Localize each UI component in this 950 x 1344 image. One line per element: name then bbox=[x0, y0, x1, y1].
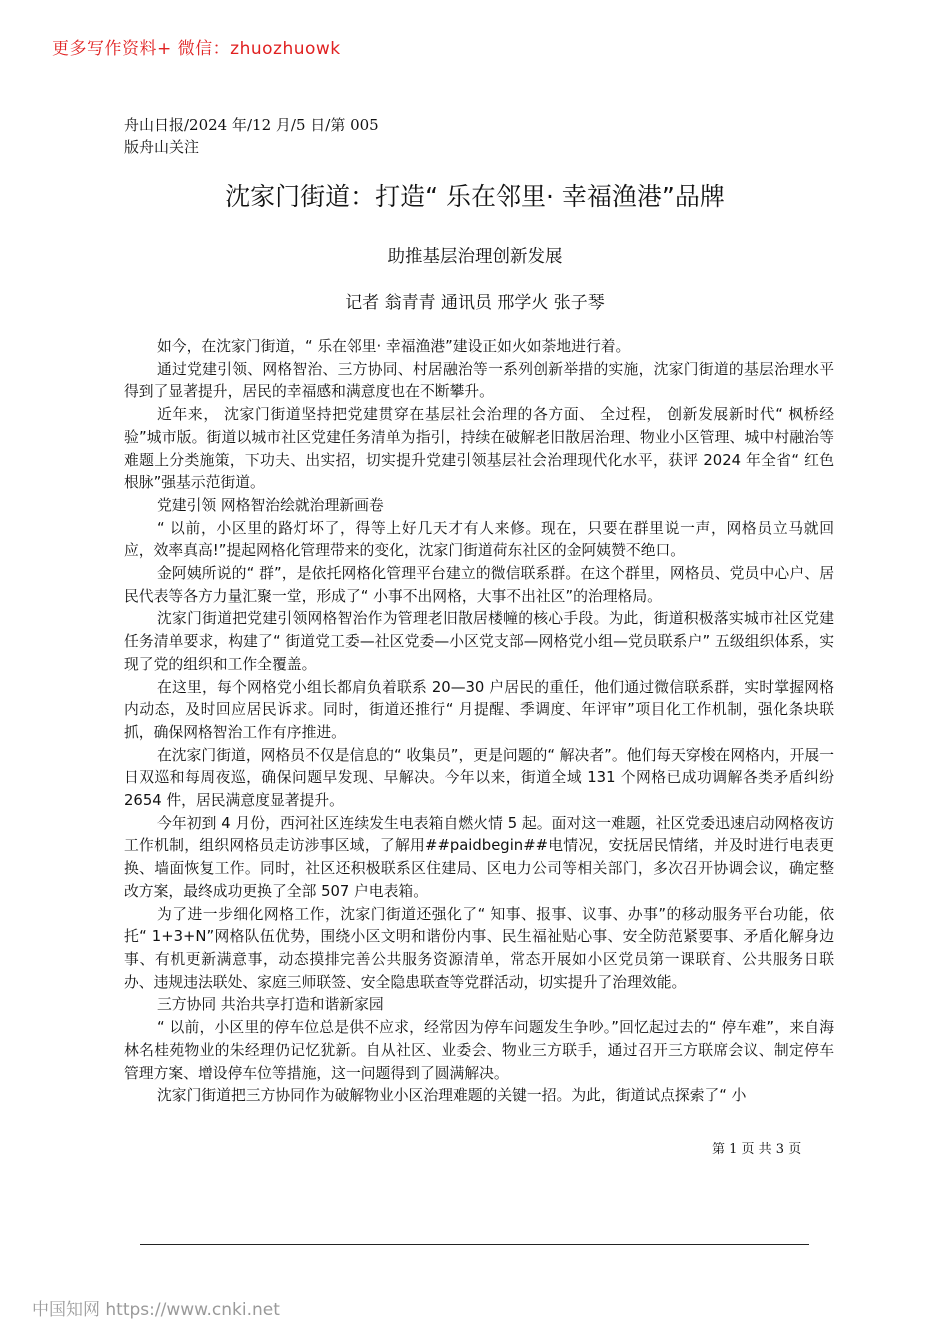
paragraph: 沈家门街道把党建引领网格智治作为管理老旧散居楼幢的核心手段。为此，街道积极落实城市社区党建任务清单要求，构建了“ 街道党工委—社区党委—小区党支部—网格党小组—党员联系户” 五级组织体系，实现了党的组织和工作全覆盖。 bbox=[124, 610, 834, 673]
source-line: 舟山日报/2024 年/12 月/5 日/第 005 bbox=[124, 116, 379, 134]
paragraph: 在这里，每个网格党小组长都肩负着联系 20—30 户居民的重任，他们通过微信联系群，实时掌握网格内动态，及时回应居民诉求。同时，街道还推行“ 月提醒、季调度、年评审”项目化工作机制，强化条块联抓，确保网格智治工作有序推进。 bbox=[124, 678, 834, 741]
paragraph: 沈家门街道把三方协同作为破解物业小区治理难题的关键一招。为此，街道试点探索了“ 小 bbox=[157, 1087, 747, 1105]
article-body bbox=[124, 336, 834, 1108]
source-line: 版舟山关注 bbox=[124, 138, 200, 156]
article-subtitle: 助推基层治理创新发展 bbox=[387, 247, 563, 267]
paragraph: 近年来， 沈家门街道坚持把党建贯穿在基层社会治理的各方面、 全过程， 创新发展新时代“ 枫桥经验”城市版。街道以城市社区党建任务清单为指引，持续在破解老旧散居治理、物业小区管理、城中村融治等难题上分类施策，下功夫、出实招，切实提升党建引领基层社会治理现代化水平，获评 2024 年全省“ 红色根脉”强基示范街道。 bbox=[124, 406, 834, 492]
footer-divider bbox=[140, 1244, 809, 1245]
byline: 记者 翁青青 通讯员 邢学火 张子琴 bbox=[345, 293, 605, 313]
paragraph: 今年初到 4 月份，西河社区连续发生电表箱自燃火情 5 起。面对这一难题，社区党委迅速启动网格夜访工作机制，组织网格员走访涉事区域，了解用##paidbegin##电情况，安抚居民情绪，并及时进行电表更换、墙面恢复工作。同时，社区还积极联系区住建局、区电力公司等相关部门，多次召开协调会议，确定整改方案，最终成功更换了全部 507 户电表箱。 bbox=[124, 814, 834, 900]
cnki-watermark: 中国知网 https://www.cnki.net bbox=[32, 1300, 280, 1320]
page-number: 第 1 页 共 3 页 bbox=[712, 1142, 802, 1157]
paragraph: 为了进一步细化网格工作，沈家门街道还强化了“ 知事、报事、议事、办事”的移动服务平台功能，依托“ 1+3+N”网格队伍优势，围绕小区文明和谐份内事、民生福祉贴心事、安全防范紧要事、矛盾化解身边事、有机更新满意事，动态摸排完善公共服务资源清单，常态开展如小区党员第一课联育、公共服务日联办、违规违法联处、家庭三师联签、安全隐患联查等党群活动，切实提升了治理效能。 bbox=[124, 905, 834, 991]
promo-banner: 更多写作资料+ 微信：zhuozhuowk bbox=[52, 39, 341, 59]
paragraph: 如今，在沈家门街道，“ 乐在邻里· 幸福渔港”建设正如火如荼地进行着。 bbox=[157, 338, 631, 355]
source-info bbox=[124, 114, 379, 158]
article-title: 沈家门街道：打造“ 乐在邻里· 幸福渔港”品牌 bbox=[225, 182, 725, 211]
paragraph: 金阿姨所说的“ 群”，是依托网格化管理平台建立的微信联系群。在这个群里，网格员、党员中心户、居民代表等各方力量汇聚一堂，形成了“ 小事不出网格，大事不出社区”的治理格局。 bbox=[124, 565, 834, 605]
section-heading: 党建引领 网格智治绘就治理新画卷 bbox=[157, 496, 384, 514]
section-heading: 三方协同 共治共享打造和谐新家园 bbox=[157, 996, 384, 1014]
paragraph: 在沈家门街道，网格员不仅是信息的“ 收集员”，更是问题的“ 解决者”。他们每天穿梭在网格内，开展一日双巡和每周夜巡，确保问题早发现、早解决。今年以来，街道全域 131 个网格已成功调解各类矛盾纠纷 2654 件，居民满意度显著提升。 bbox=[124, 746, 834, 810]
paragraph: “ 以前，小区里的停车位总是供不应求，经常因为停车问题发生争吵。”回忆起过去的“ 停车难”，来自海林名桂苑物业的朱经理仍记忆犹新。自从社区、业委会、物业三方联手，通过召开三方联席会议、制定停车管理方案、增设停车位等措施，这一问题得到了圆满解决。 bbox=[124, 1019, 834, 1082]
paragraph: 通过党建引领、网格智治、三方协同、村居融治等一系列创新举措的实施，沈家门街道的基层治理水平得到了显著提升，居民的幸福感和满意度也在不断攀升。 bbox=[124, 360, 834, 401]
paragraph: “ 以前，小区里的路灯坏了，得等上好几天才有人来修。现在，只要在群里说一声，网格员立马就回应，效率真高!”提起网格化管理带来的变化，沈家门街道荷东社区的金阿姨赞不绝口。 bbox=[124, 519, 834, 560]
